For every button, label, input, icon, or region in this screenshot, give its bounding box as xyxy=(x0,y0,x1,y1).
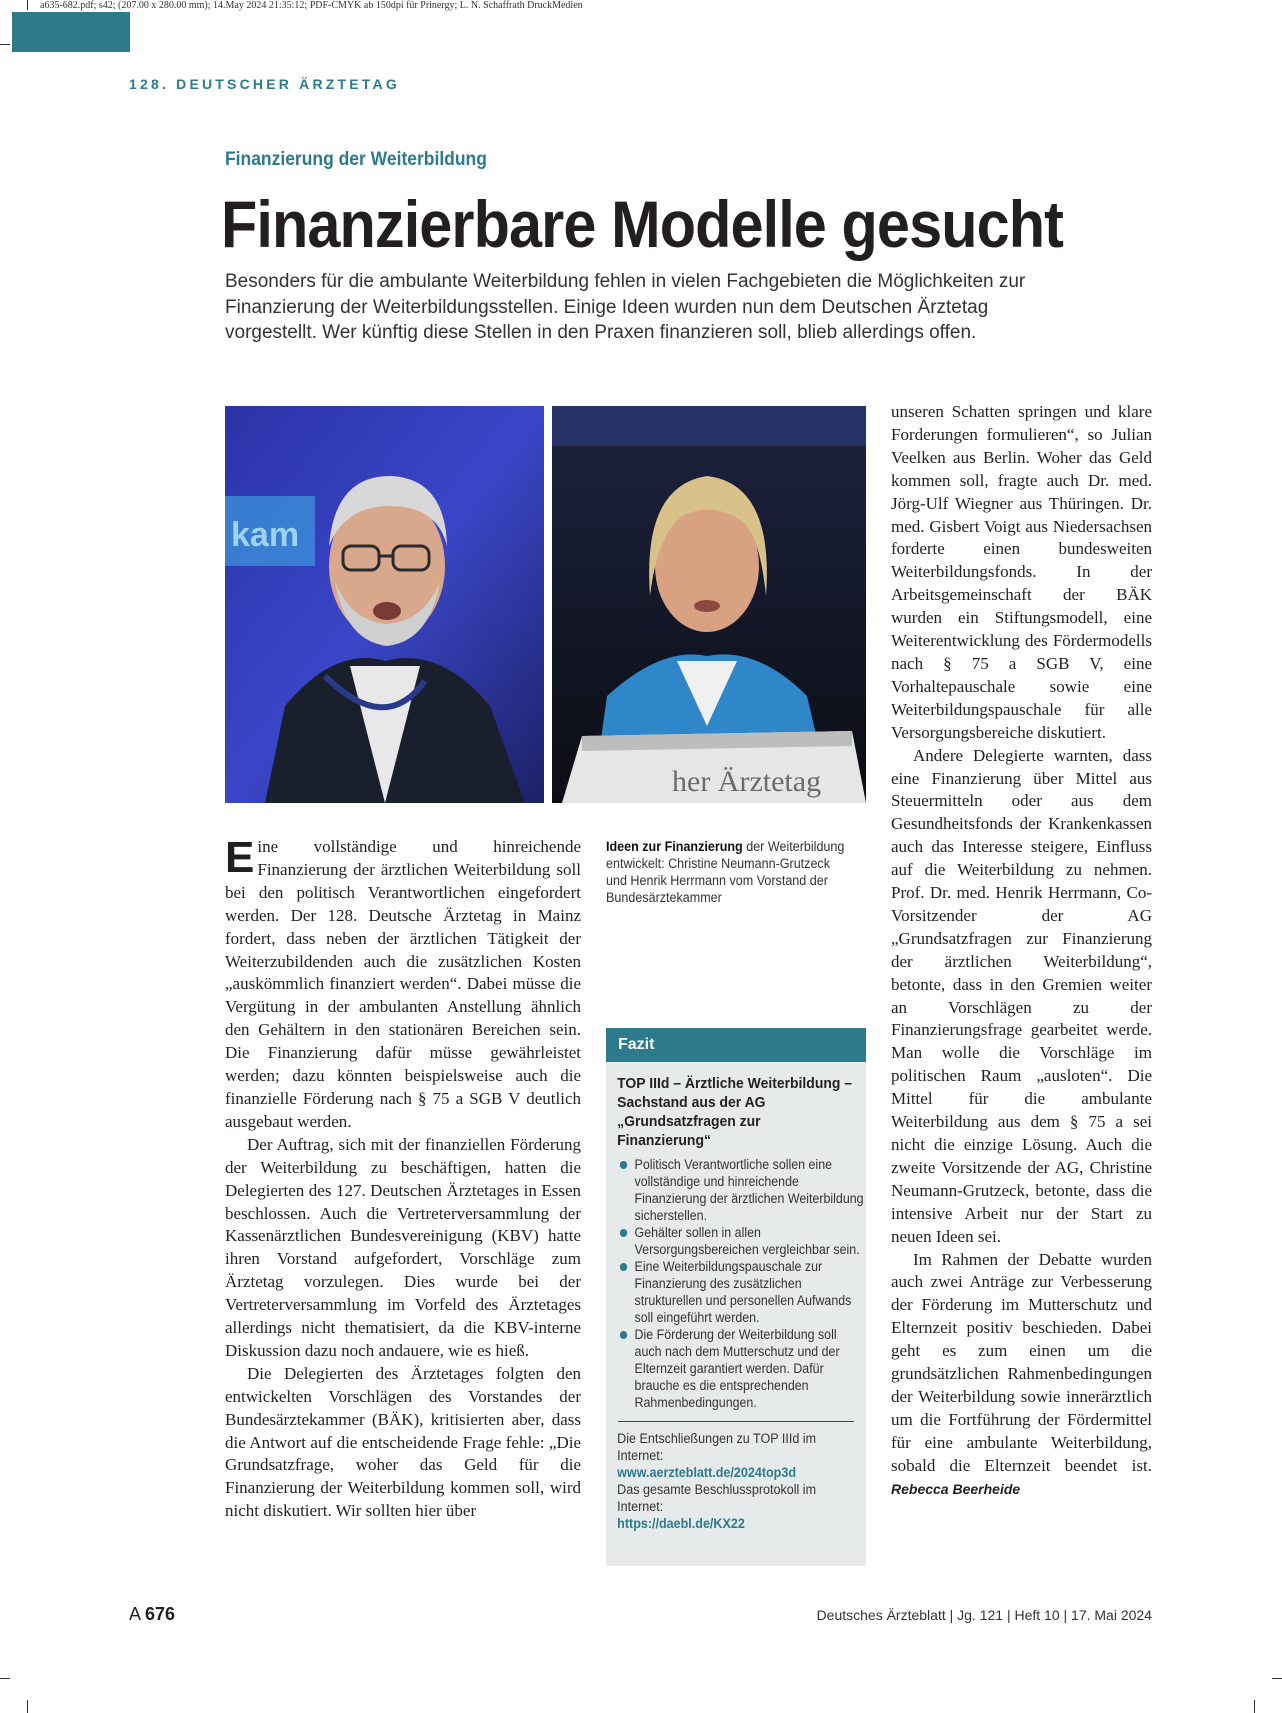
bullet-dot-icon xyxy=(620,1331,627,1339)
body-paragraph: Die Delegierten des Ärztetages folgten den entwickelten Vorschlägen des Vorstandes der Bundesärztekammer (BÄK), kritisierten aber, dass die Antwort auf die entscheidende Frage fehle: „Die Grundsatzfrage, woher das Geld für die Finanzierung der Weiterbildung kommen soll, wird nicht diskutiert. Wir sollten hier über xyxy=(225,1363,581,1521)
journal-footer: Deutsches Ärzteblatt | Jg. 121 | Heft 10 | 17. Mai 2024 xyxy=(816,1607,1152,1623)
section-kicker: 128. DEUTSCHER ÄRZTETAG xyxy=(129,76,400,92)
fazit-label: Fazit xyxy=(606,1028,866,1062)
body-paragraph-text: ine vollständige und hinreichende Finanzierung der ärztlichen Weiterbildung soll bei den politisch Verantwortlichen eingefordert werden. Der 128. Deutsche Ärztetag in Mainz fordert, dass neben der ärztlichen Tätigkeit der Weiterzubildenden auch die zusätzlichen Kosten „auskömmlich finanziert werden“. Dabei müsse die Vergütung in der ambulanten Anstellung ähnlich den Gehältern in den stationären Bereichen sein. Die Finanzierung dafür müsse gewährleistet werden; dazu könnten beispielsweise auch die finanzielle Förderung nach § 75 a SGB V deutlich ausgebaut werden. xyxy=(225,837,581,1131)
fazit-list xyxy=(606,1156,866,1411)
link-beschlussprotokoll[interactable]: https://daebl.de/KX22 xyxy=(617,1516,745,1531)
body-paragraph xyxy=(891,1249,1152,1501)
section-color-tab xyxy=(12,12,130,52)
fazit-bullet xyxy=(618,1156,865,1224)
body-paragraph-text: Im Rahmen der Debatte wurden auch zwei Anträge zur Verbesserung der Förderung im Mutterschutz und Elternzeit positiv beschieden. Dabei geht es zum einen um die grundsätzlichen Rahmenbedingungen der Weiterbildung sowie innerärztlich um die Fortführung der Fördermittel für eine ambulante Weiterbildung, sobald die Elternzeit beendet ist. xyxy=(891,1249,1152,1475)
crop-mark-bottom-left xyxy=(0,1678,10,1679)
fazit-bullet-text: Eine Weiterbildungspauschale zur Finanzierung des zusätzlichen strukturellen und personellen Aufwands soll eingeführt werden. xyxy=(634,1259,852,1325)
page-number xyxy=(129,1604,175,1625)
fazit-bullet xyxy=(618,1326,865,1411)
fazit-bullet xyxy=(618,1224,865,1258)
photo-henrik-herrmann xyxy=(225,406,544,803)
body-column-right xyxy=(891,401,1152,1501)
fazit-bullet xyxy=(618,1258,865,1326)
speaker-photo-illustration xyxy=(225,406,544,803)
crop-mark-bottom-left-v xyxy=(27,1700,28,1713)
article-lead: Besonders für die ambulante Weiterbildung fehlen in vielen Fachgebieten die Möglichkeiten zur Finanzierung der Weiterbildungsstellen. Einige Ideen wurden nun dem Deutschen Ärztetag vorgestellt. Wer künftig diese Stellen in den Praxen finanzieren soll, blieb allerdings offen. xyxy=(225,271,1026,343)
article-subhead: Finanzierung der Weiterbildung xyxy=(225,149,487,170)
fazit-links-text-2: Das gesamte Beschlussprotokoll im Internet: xyxy=(617,1482,817,1514)
photo-caption xyxy=(606,838,850,906)
crop-mark-top-left xyxy=(0,44,10,45)
fazit-links xyxy=(606,1422,868,1532)
svg-text:her Ärztetag: her Ärztetag xyxy=(672,765,822,798)
body-paragraph xyxy=(225,833,581,1134)
article-headline: Finanzierbare Modelle gesucht xyxy=(221,187,1063,261)
fazit-title: TOP IIId – Ärztliche Weiterbildung – Sachstand aus der AG „Grundsatzfragen zur Finanzierung“ xyxy=(617,1075,853,1149)
svg-text:kam: kam xyxy=(231,516,300,554)
print-slug: a635-682.pdf; s42; (207.00 x 280.00 mm); 14.May 2024 21:35:12; PDF-CMYK ab 150dpi für Prinergy; L. N. Schaffrath DruckMedien xyxy=(40,0,583,11)
crop-mark-top-left-v xyxy=(27,0,28,10)
fazit-bullet-text: Politisch Verantwortliche sollen eine vollständige und hinreichende Finanzierung der ärztlichen Weiterbildung sicherstellen. xyxy=(634,1157,864,1223)
page-number-value: 676 xyxy=(145,1604,176,1624)
body-column-left xyxy=(225,833,581,1523)
body-paragraph: unseren Schatten springen und klare Forderungen formulieren“, so Julian Veelken aus Berlin. Woher das Geld kommen soll, fragte auch Dr. med. Jörg-Ulf Wiegner aus Thüringen. Dr. med. Gisbert Voigt aus Niedersachsen forderte einen bundesweiten Weiterbildungsfonds. In der Arbeitsgemeinschaft der BÄK wurden ein Stiftungsmodell, eine Weiterentwicklung des Fördermodells nach § 75 a SGB V, eine Vorhaltepauschale sowie eine Weiterbildungspauschale für alle Versorgungsbereiche diskutiert. xyxy=(891,402,1152,742)
page-prefix: A xyxy=(129,1604,141,1624)
bullet-dot-icon xyxy=(620,1263,627,1271)
fazit-bullet-text: Gehälter sollen in allen Versorgungsbereichen vergleichbar sein. xyxy=(634,1225,860,1257)
speaker-photo-illustration-2 xyxy=(552,406,866,803)
crop-mark-bottom-right xyxy=(1272,1678,1282,1679)
bullet-dot-icon xyxy=(620,1229,627,1237)
photo-christine-neumann-grutzeck xyxy=(552,406,866,803)
fazit-box xyxy=(606,1028,866,1566)
caption-lead: Ideen zur Finanzierung xyxy=(606,839,743,854)
author-name: Rebecca Beerheide xyxy=(891,1480,1021,1497)
fazit-bullet-text: Die Förderung der Weiterbildung soll auch nach dem Mutterschutz und der Elternzeit garantiert werden. Dafür brauche es die entsprechenden Rahmenbedingungen. xyxy=(634,1327,840,1410)
fazit-links-text-1: Die Entschließungen zu TOP IIId im Internet: xyxy=(617,1431,817,1463)
body-paragraph: Andere Delegierte warnten, dass eine Finanzierung über Mittel aus Steuermitteln oder aus dem Gesundheitsfonds der Krankenkassen auch das Interesse steigere, Einfluss auf die Weiterbildung zu nehmen. Prof. Dr. med. Henrik Herrmann, Co-Vorsitzender der AG „Grundsatzfragen zur Finanzierung der ärztlichen Weiterbildung“, betonte, dass in den Gremien weiter an Vorschlägen zu der Finanzierungsfrage gearbeitet werde. Man wolle die Vorschläge im politischen Raum „ausloten“. Die Mittel für die ambulante Weiterbildung aus dem § 75 a sei nicht die einzige Lösung. Auch die zweite Vorsitzende der AG, Christine Neumann-Grutzeck, betonte, dass die intensive Arbeit nur der Start zu neuen Ideen sei. xyxy=(891,745,1152,1246)
bullet-dot-icon xyxy=(620,1161,627,1169)
drop-cap: E xyxy=(225,833,255,882)
caption-text: der Weiterbildung entwickelt: Christine Neumann-Grutzeck und Henrik Herrmann vom Vorstand der Bundesärztekammer xyxy=(606,839,845,905)
link-top3d[interactable]: www.aerzteblatt.de/2024top3d xyxy=(617,1465,797,1480)
body-paragraph: Der Auftrag, sich mit der finanziellen Förderung der Weiterbildung zu beschäftigen, hatten die Delegierten des 127. Deutschen Ärztetages in Essen beschlossen. Auch die Vertreterversammlung der Kassenärztlichen Bundesvereinigung (KBV) hatte ihren Vorstand aufgefordert, Vorschläge zum Ärztetag vorzulegen. Dies wurde bei der Vertreterversammlung im Vorfeld des Ärztetages allerdings nicht thematisiert, da die KBV-interne Diskussion dazu noch andauere, wie es hieß. xyxy=(225,1134,581,1360)
crop-mark-bottom-right-v xyxy=(1254,1700,1255,1713)
